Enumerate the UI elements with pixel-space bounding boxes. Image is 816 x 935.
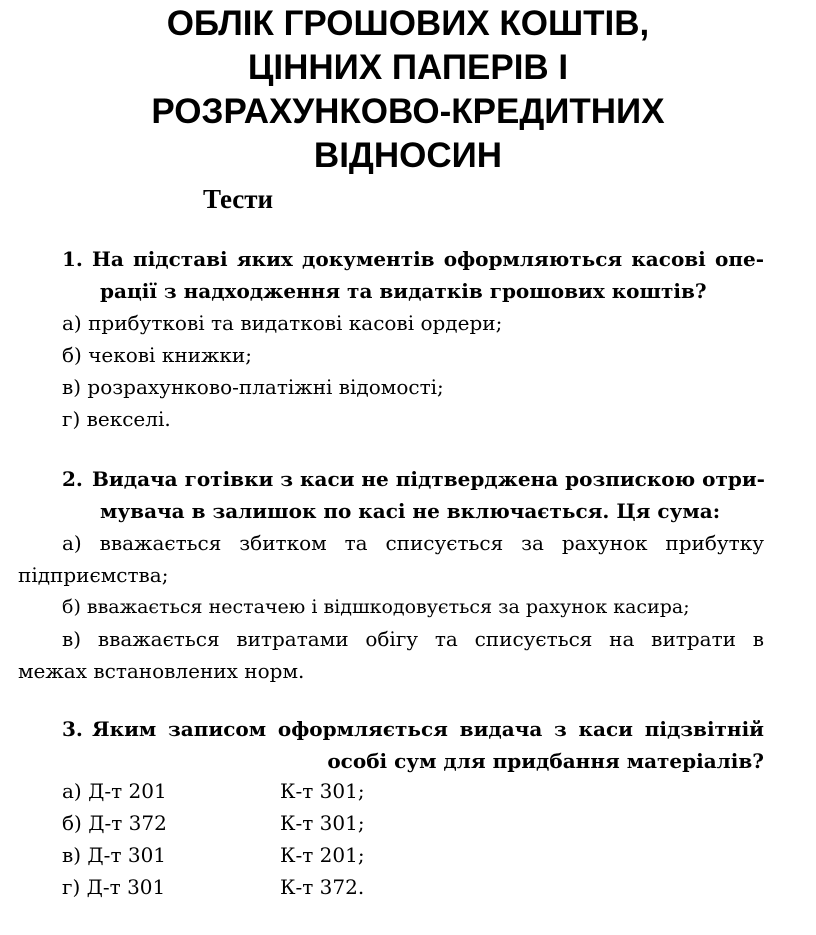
question-2-line-2: мувача в залишок по касі не включається. Ця сума:	[100, 499, 721, 523]
question-1-line-1	[62, 245, 764, 273]
subtitle: Тести	[203, 184, 274, 214]
answer-option	[62, 809, 462, 837]
answer-option-continuation: межах встановлених норм.	[18, 659, 305, 683]
debit-entry: в) Д-т 301	[62, 843, 167, 867]
credit-entry: К-т 301;	[280, 779, 365, 803]
answer-option: б) вважається нестачею і відшкодовується за рахунок касира;	[62, 596, 690, 618]
answer-option	[62, 873, 462, 901]
debit-entry: а) Д-т 201	[62, 779, 167, 803]
answer-option: в) розрахунково-платіжні відомості;	[62, 375, 444, 399]
question-3-line-1	[62, 715, 764, 743]
credit-entry: К-т 372.	[280, 875, 365, 899]
question-2-line-1	[62, 465, 764, 493]
credit-entry: К-т 301;	[280, 811, 365, 835]
question-number: 3.	[62, 717, 83, 741]
answer-option	[62, 777, 462, 805]
title-line: ЦІННИХ ПАПЕРІВ І	[247, 48, 569, 87]
debit-entry: б) Д-т 372	[62, 811, 167, 835]
question-3-line-2: особі сум для придбання матеріалів?	[327, 749, 764, 773]
answer-option: а) вважається збитком та списується за рахунок прибутку	[62, 531, 764, 555]
question-text: Яким записом оформляється видача з каси підзвітній	[92, 717, 764, 741]
question-number: 1.	[62, 247, 83, 271]
question-number: 2.	[62, 467, 83, 491]
answer-option: в) вважається витратами обігу та списується на витрати в	[62, 627, 764, 651]
answer-option: г) векселі.	[62, 407, 171, 431]
question-text: На підставі яких документів оформляються касові опе-	[92, 247, 764, 271]
question-text: Видача готівки з каси не підтверджена розпискою отри-	[92, 467, 765, 491]
title-line: ВІДНОСИН	[313, 136, 503, 175]
answer-option-continuation: підприємства;	[18, 563, 169, 587]
credit-entry: К-т 201;	[280, 843, 365, 867]
title-line: ОБЛІК ГРОШОВИХ КОШТІВ,	[166, 4, 650, 43]
document-title	[0, 2, 816, 178]
answer-option: б) чекові книжки;	[62, 343, 252, 367]
answer-option: а) прибуткові та видаткові касові ордери;	[62, 311, 503, 335]
debit-entry: г) Д-т 301	[62, 875, 166, 899]
answer-option	[62, 841, 462, 869]
title-line: РОЗРАХУНКОВО-КРЕДИТНИХ	[151, 92, 665, 131]
question-1-line-2: рації з надходження та видатків грошових коштів?	[100, 279, 707, 303]
